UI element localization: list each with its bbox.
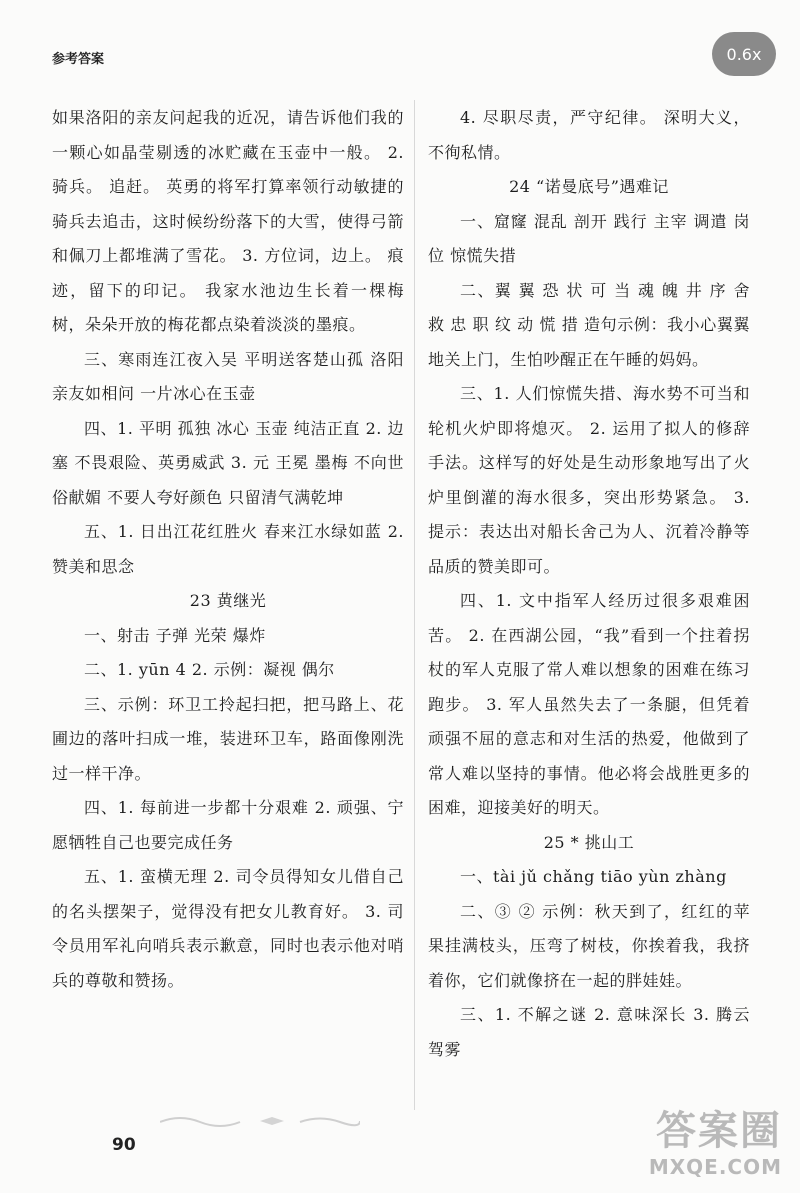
answer-paragraph: 三、1. 人们惊慌失措、海水势不可当和轮机火炉即将熄灭。 2. 运用了拟人的修辞手法。这样写的好处是生动形象地写出了火炉里倒灌的海水很多，突出形势紧急。 3. 提示：表达出对船长舍己为人、沉着冷静等品质的赞美即可。 xyxy=(428,384,750,576)
answer-paragraph: 三、1. 不解之谜 2. 意味深长 3. 腾云驾雾 xyxy=(428,1005,750,1059)
answer-paragraph: 四、1. 平明 孤独 冰心 玉壶 纯洁正直 2. 边塞 不畏艰险、英勇威武 3. 元 王冕 墨梅 不向世俗献媚 不要人夸好颜色 只留清气满乾坤 xyxy=(52,418,404,507)
left-column xyxy=(52,101,404,998)
answer-paragraph: 五、1. 蛮横无理 2. 司令员得知女儿借自己的名头摆架子，觉得没有把女儿教育好。 3. 司令员用军礼向哨兵表示歉意，同时也表示他对哨兵的尊敬和赞扬。 xyxy=(52,867,404,990)
zoom-level-badge[interactable]: 0.6x xyxy=(712,32,776,76)
answer-paragraph: 一、窟窿 混乱 剖开 践行 主宰 调遣 岗位 惊慌失措 xyxy=(428,211,750,265)
answer-paragraph: 四、1. 文中指军人经历过很多艰难困苦。 2. 在西湖公园，“我”看到一个拄着拐杖的军人克服了常人难以想象的困难在练习跑步。 3. 军人虽然失去了一条腿，但凭着顽强不屈的意志和对生活的热爱，他做到了常人难以坚持的事情。他必将会战胜更多的困难，迎接美好的明天。 xyxy=(428,591,750,817)
section-title: 24 “诺曼底号”遇难记 xyxy=(509,177,669,196)
answer-paragraph: 二、翼 翼 恐 状 可 当 魂 魄 井 序 舍 救 忠 职 纹 动 慌 措 造句示例：我小心翼翼地关上门，生怕吵醒正在午睡的妈妈。 xyxy=(428,280,750,369)
right-column xyxy=(428,101,750,1067)
column-divider xyxy=(414,100,415,1110)
header-label: 参考答案 xyxy=(52,52,105,67)
answer-paragraph: 4. 尽职尽责，严守纪律。 深明大义，不徇私情。 xyxy=(428,108,750,162)
answer-paragraph: 五、1. 日出江花红胜火 春来江水绿如蓝 2. 赞美和思念 xyxy=(52,522,404,576)
page-number: 90 xyxy=(112,1135,136,1155)
answer-paragraph: 三、寒雨连江夜入吴 平明送客楚山孤 洛阳亲友如相问 一片冰心在玉壶 xyxy=(52,349,404,403)
answer-paragraph: 一、射击 子弹 光荣 爆炸 xyxy=(84,625,266,645)
watermark xyxy=(649,1107,782,1179)
answer-paragraph: 二、③ ② 示例：秋天到了，红红的苹果挂满枝头，压弯了树枝，你挨着我，我挤着你，它们就像挤在一起的胖娃娃。 xyxy=(428,901,750,990)
watermark-mark: 答案圈 xyxy=(656,1108,782,1154)
answer-paragraph: 四、1. 每前进一步都十分艰难 2. 顽强、宁愿牺牲自己也要完成任务 xyxy=(52,798,404,852)
answer-paragraph: 二、1. yūn 4 2. 示例：凝视 偶尔 xyxy=(84,660,335,679)
watermark-site: MXQE.COM xyxy=(648,1155,782,1179)
section-title: 25 * 挑山工 xyxy=(543,832,635,852)
answer-paragraph: 一、tài jǔ chǎng tiāo yùn zhàng xyxy=(460,867,727,886)
answer-paragraph: 如果洛阳的亲友问起我的近况，请告诉他们我的一颗心如晶莹剔透的冰贮藏在玉壶中一般。 2. 骑兵。 追赶。 英勇的将军打算率领行动敏捷的骑兵去追击，这时候纷纷落下的大雪，使得弓箭和佩刀上都堆满了雪花。 3. 方位词，边上。 痕迹，留下的印记。 我家水池边生长着一棵梅树，朵朵开放的梅花都点染着淡淡的墨痕。 xyxy=(52,108,404,334)
answer-paragraph: 三、示例：环卫工拎起扫把，把马路上、花圃边的落叶扫成一堆，装进环卫车，路面像刚洗过一样干净。 xyxy=(52,694,404,783)
decorative-ornament-icon xyxy=(160,1112,360,1130)
section-title: 23 黄继光 xyxy=(189,591,267,610)
